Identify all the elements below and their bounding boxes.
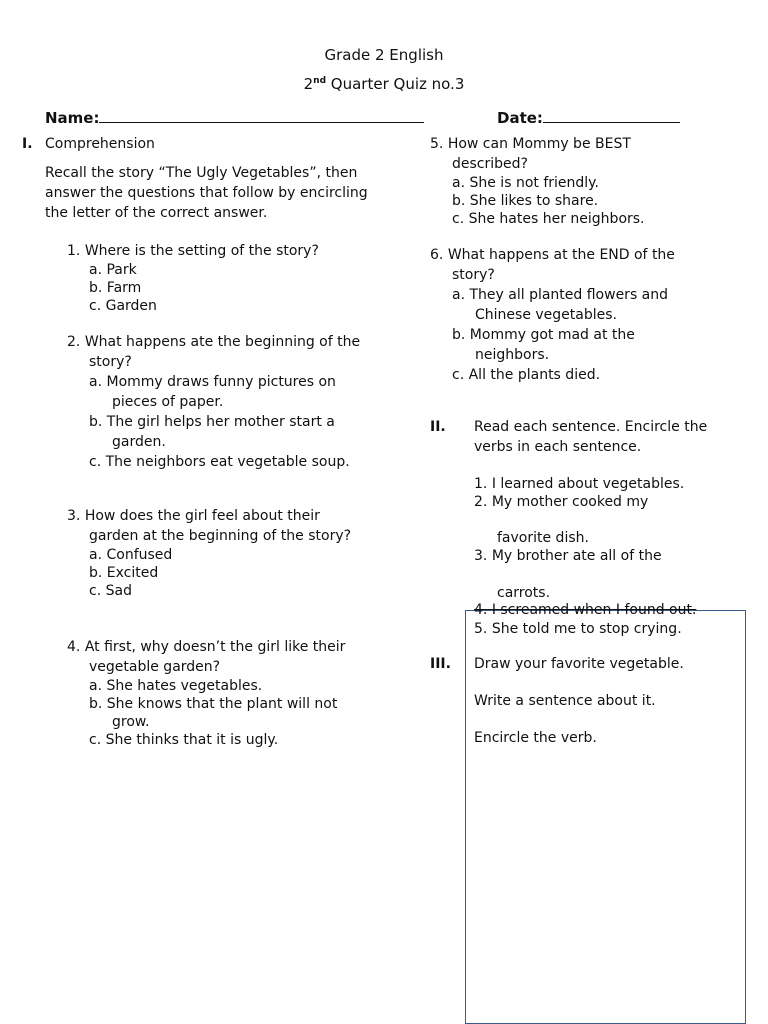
sentence-3: 3. My brother ate all of the [474,548,662,564]
question-6-stem: 6. What happens at the END of the story? [430,247,675,283]
question-1 [67,241,367,315]
option-4c[interactable]: c. She thinks that it is ugly. [89,732,279,748]
part3-instruction-encircle: Encircle the verb. [474,730,597,746]
option-3a[interactable]: a. Confused [89,547,173,563]
question-3 [67,506,367,600]
option-2c[interactable]: c. The neighbors eat vegetable soup. [89,454,350,470]
date-blank-line[interactable] [543,106,680,123]
question-3-stem: 3. How does the girl feel about their garden at the beginning of the story? [67,508,352,544]
part1-instructions: Recall the story “The Ugly Vegetables”, then answer the questions that follow by encircling the letter of the correct answer. [45,165,368,221]
option-2a[interactable]: a. Mommy draws funny pictures on pieces of paper. [89,374,336,410]
sentence-4: 4. I screamed when I found out. [474,602,697,618]
part1-heading: Comprehension [45,136,155,152]
date-field[interactable] [497,106,680,127]
quiz-number-prefix: 2 [303,75,314,93]
name-label: Name: [45,109,100,127]
quiz-number-suffix: nd [313,76,327,86]
part1-numeral: I. [22,136,33,152]
quiz-title: Grade 2 English [324,46,444,64]
sentence-3-continued: carrots. [497,585,551,601]
part3-instruction-draw: Draw your favorite vegetable. [474,656,684,672]
sentence-1: 1. I learned about vegetables. [474,476,685,492]
question-5 [430,134,700,228]
part3-numeral: III. [430,656,451,672]
option-2b[interactable]: b. The girl helps her mother start a garden. [89,414,335,450]
option-5b[interactable]: b. She likes to share. [452,193,599,209]
part2-numeral: II. [430,419,446,435]
name-field[interactable] [45,106,424,127]
question-4 [67,637,367,749]
sentence-2: 2. My mother cooked my [474,494,649,510]
part2-instructions: Read each sentence. Encircle the verbs in each sentence. [474,419,708,455]
option-5a[interactable]: a. She is not friendly. [452,175,599,191]
date-label: Date: [497,109,543,127]
name-blank-line[interactable] [99,106,424,123]
question-2-stem: 2. What happens ate the beginning of the story? [67,334,361,370]
option-3c[interactable]: c. Sad [89,583,132,599]
question-5-stem: 5. How can Mommy be BEST described? [430,136,631,172]
option-4a[interactable]: a. She hates vegetables. [89,678,263,694]
option-1c[interactable]: c. Garden [89,298,157,314]
quiz-subtitle [0,75,768,93]
question-2 [67,332,367,472]
question-6 [430,245,700,385]
question-1-stem: 1. Where is the setting of the story? [67,243,319,259]
quiz-subtitle-rest: Quarter Quiz no.3 [326,75,465,93]
question-4-stem: 4. At first, why doesn’t the girl like their vegetable garden? [67,639,346,675]
option-6c[interactable]: c. All the plants died. [452,367,601,383]
option-5c[interactable]: c. She hates her neighbors. [452,211,645,227]
option-1b[interactable]: b. Farm [89,280,142,296]
option-3b[interactable]: b. Excited [89,565,159,581]
option-6a[interactable]: a. They all planted flowers and Chinese vegetables. [452,287,669,323]
option-4b[interactable]: b. She knows that the plant will not grow. [89,696,338,730]
part3-instruction-write: Write a sentence about it. [474,693,656,709]
option-1a[interactable]: a. Park [89,262,137,278]
sentence-2-continued: favorite dish. [497,530,589,546]
option-6b[interactable]: b. Mommy got mad at the neighbors. [452,327,635,363]
sentence-5: 5. She told me to stop crying. [474,621,682,637]
